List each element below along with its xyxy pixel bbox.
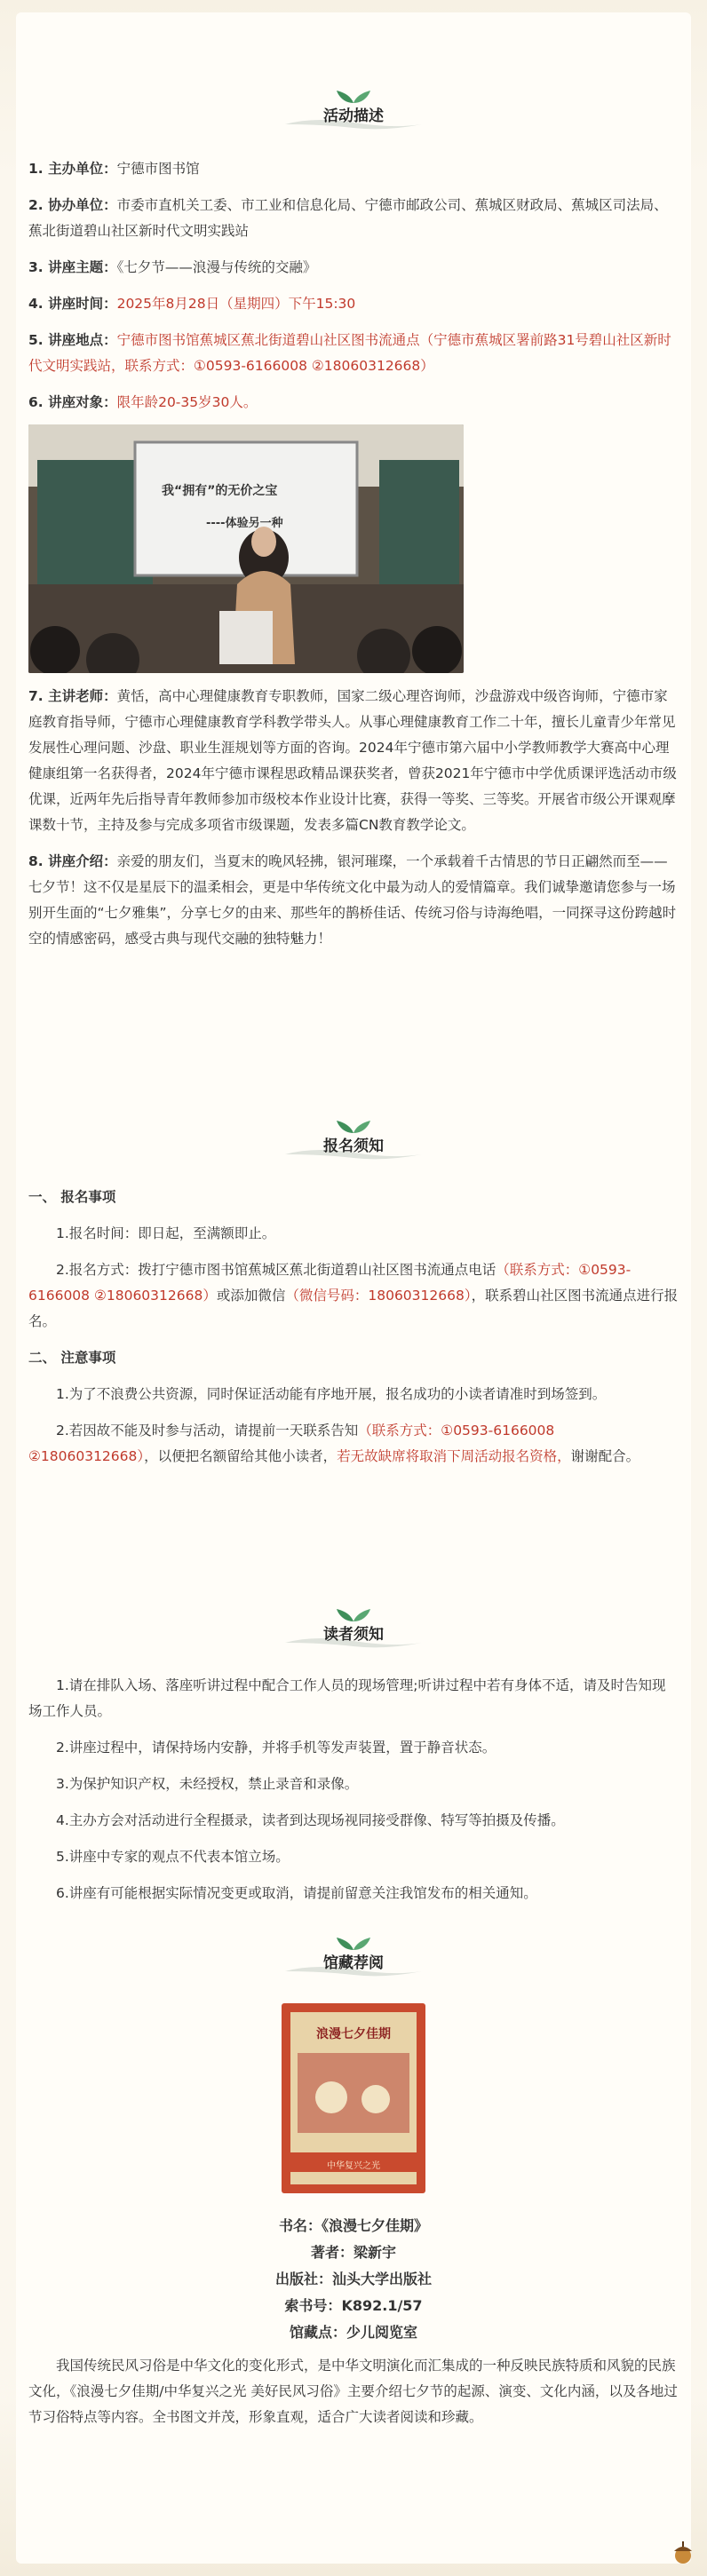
teacher-line: 7. 主讲老师：黄恬，高中心理健康教育专职教师，国家二级心理咨询师，沙盘游戏中级咨询师，宁德市家庭教育指导师，宁德市心理健康教育学科教学带头人。从事心理健康教育工作二十年，擅长儿童青少年常见发展性心理问题、沙盘、职业生涯规划等方面的咨询。2024年宁德市第六届中小学教师教学大赛高中心理健康组第一名获得者，2024年宁德市课程思政精品课获奖者，曾获2021年宁德市中学优质课评选活动市级优课，近两年先后指导青年教师参加市级校本作业设计比赛，获得一等奖、三等奖。开展省市级公开课观摩课数十节，主持及参与完成多项省市级课题，发表多篇CN教育教学论文。 [28,688,677,833]
book-author-line: 著者：梁新宇 [310,2244,397,2261]
signup-method: 2.报名方式：拨打宁德市图书馆蕉城区蕉北街道碧山社区图书流通点电话（联系方式：①0593-6166008 ②18060312668）或添加微信（微信号码：18060312668），联系碧山社区图书流通点进行报名。 [28,1262,679,1329]
co-line: 2. 协办单位：市委市直机关工委、市工业和信息化局、宁德市邮政公司、蕉城区财政局、蕉城区司法局、蕉北街道碧山社区新时代文明实践站 [28,197,668,239]
place-line: 5. 讲座地点：宁德市图书馆蕉城区蕉北街道碧山社区图书流通点（宁德市蕉城区署前路31号碧山社区新时代文明实践站，联系方式：①0593-6166008 ②18060312668） [28,332,671,374]
book-publisher-line: 出版社：汕头大学出版社 [274,2271,433,2287]
slide-text-2: ----体验另一种 [206,517,283,530]
book-callno-line: 索书号：K892.1/57 [284,2297,423,2314]
reader-item: 6.讲座有可能根据实际情况变更或取消，请提前留意关注我馆发布的相关通知。 [56,1885,537,1901]
section-title-signup [16,1114,691,1176]
section-title-reader [16,1602,691,1664]
reader-item: 5.讲座中专家的观点不代表本馆立场。 [56,1849,290,1865]
reader-content [28,1673,679,1906]
audience-line: 6. 讲座对象：限年龄20-35岁30人。 [28,394,258,410]
book-content [28,2000,679,2430]
signup-heading-2: 二、 注意事项 [28,1350,116,1366]
host-line: 1. 主办单位：宁德市图书馆 [28,161,200,177]
book-cover-title: 浪漫七夕佳期 [316,2027,391,2041]
notice-2: 2.若因故不能及时参与活动，请提前一天联系告知（联系方式：①0593-6166008 ②18060312668），以便把名额留给其他小读者，若无故缺席将取消下周活动报名资格，谢谢配合。 [28,1423,640,1464]
signup-heading-1: 一、 报名事项 [28,1189,116,1205]
reader-item: 3.为保护知识产权，未经授权，禁止录音和录像。 [56,1776,359,1792]
signup-time: 1.报名时间：即日起，至满额即止。 [56,1225,276,1241]
activity-content [28,156,679,952]
lecture-photo [28,424,464,673]
book-meta [28,2213,679,2346]
notice-1: 1.为了不浪费公共资源，同时保证活动能有序地开展，报名成功的小读者请准时到场签到。 [56,1386,607,1402]
acorn-icon [670,2539,696,2565]
section-heading: 活动描述 [323,107,384,125]
book-cover [278,2000,429,2197]
section-heading: 馆藏荐阅 [323,1954,384,1972]
reader-item: 2.讲座过程中，请保持场内安静，并将手机等发声装置，置于静音状态。 [56,1740,496,1756]
section-heading: 报名须知 [323,1137,384,1155]
slide-text-1: 我“拥有”的无价之宝 [162,484,278,498]
intro-line: 8. 讲座介绍：亲爱的朋友们，当夏末的晚风轻拂，银河璀璨，一个承载着千古情思的节日正翩然而至——七夕节！这不仅是星辰下的温柔相会，更是中华传统文化中最为动人的爱情篇章。我们诚挚邀请您参与一场别开生面的“七夕雅集”，分享七夕的由来、那些年的鹊桥佳话、传统习俗与诗海绝唱，一同探寻这份跨越时空的情感密码，感受古典与现代交融的独特魅力！ [28,853,677,947]
theme-line: 3. 讲座主题：《七夕节——浪漫与传统的交融》 [28,259,317,275]
signup-content [28,1185,679,1470]
reader-item: 1.请在排队入场、落座听讲过程中配合工作人员的现场管理;听讲过程中若有身体不适，请及时告知现场工作人员。 [28,1677,666,1719]
classroom-illustration [28,424,464,673]
section-title-book [16,1930,691,1993]
article-card [16,12,691,2564]
time-line: 4. 讲座时间：2025年8月28日（星期四）下午15:30 [28,296,356,312]
section-title-activity [16,83,691,146]
book-location-line: 馆藏点：少儿阅览室 [289,2324,418,2341]
section-heading: 读者须知 [323,1626,384,1644]
book-cover-subtitle: 中华复兴之光 [327,2161,380,2171]
reader-item: 4.主办方会对活动进行全程摄录，读者到达现场视同接受群像、特写等拍摄及传播。 [56,1812,565,1828]
book-title-line: 书名：《浪漫七夕佳期》 [278,2217,429,2234]
book-description: 我国传统民风习俗是中华文化的变化形式，是中华文明演化而汇集成的一种反映民族特质和风貌的民族文化，《浪漫七夕佳期/中华复兴之光 美好民风习俗》主要介绍七夕节的起源、演变、文化内涵，以及各地过节习俗特点等内容。全书图文并茂，形象直观，适合广大读者阅读和珍藏。 [28,2358,678,2425]
